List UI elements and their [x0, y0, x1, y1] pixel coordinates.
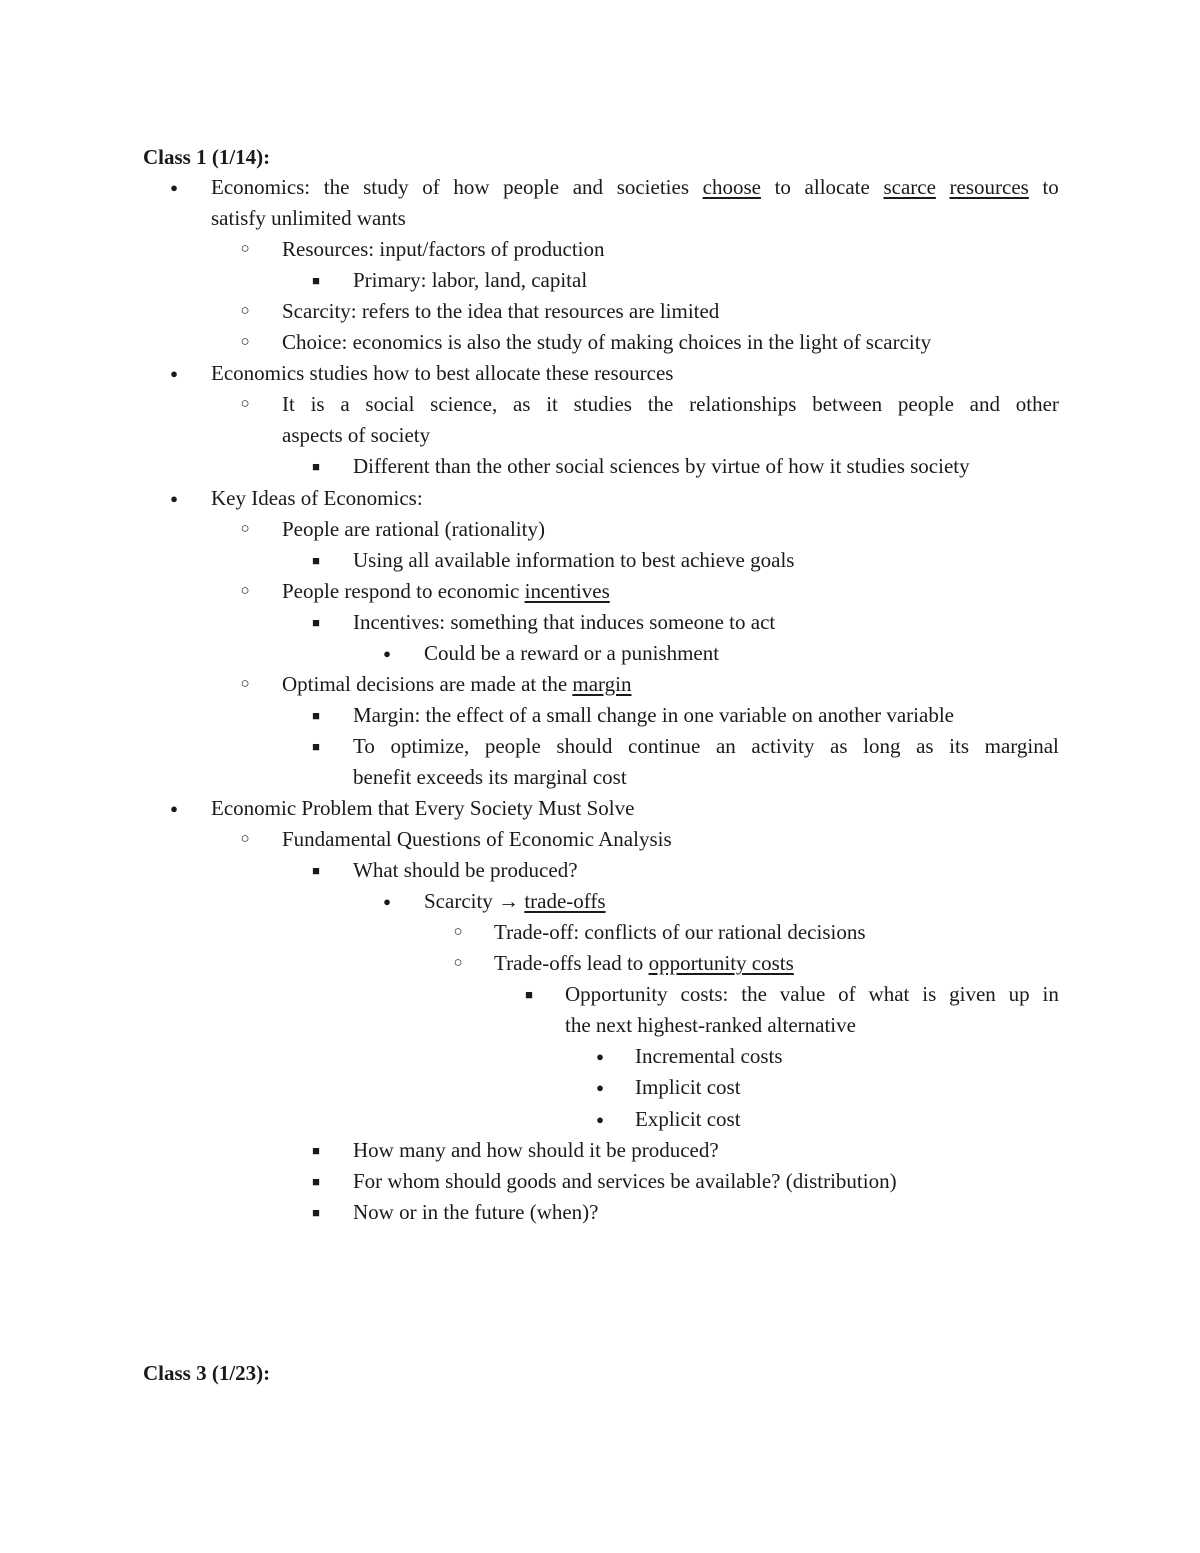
- word: study: [363, 175, 409, 199]
- word: people: [503, 175, 560, 199]
- list-item: Explicit cost: [635, 1106, 741, 1131]
- word: social: [365, 392, 415, 417]
- disc-bullet-icon: ●: [596, 1049, 604, 1065]
- square-bullet-icon: ■: [312, 1173, 320, 1189]
- word: of: [838, 982, 856, 1007]
- circle-bullet-icon: ○: [240, 396, 250, 413]
- word: relationships: [689, 392, 797, 417]
- word: the: [647, 392, 674, 417]
- disc-bullet-icon: ●: [170, 801, 178, 816]
- list-item-line: [282, 389, 1059, 420]
- word: societies: [616, 175, 689, 199]
- circle-bullet-icon: ○: [453, 955, 463, 972]
- list-item: Scarcity: refers to the idea that resources are limited: [282, 299, 720, 324]
- square-bullet-icon: ■: [312, 614, 320, 630]
- list-item-line: satisfy unlimited wants: [211, 206, 406, 231]
- square-bullet-icon: ■: [312, 863, 320, 879]
- word: people: [897, 392, 954, 417]
- square-bullet-icon: ■: [312, 459, 320, 475]
- list-item: Trade-off: conflicts of our rational decisions: [494, 920, 866, 945]
- word: science,: [430, 392, 498, 417]
- list-item: Resources: input/factors of production: [282, 237, 605, 262]
- list-item-line: the next highest-ranked alternative: [565, 1013, 856, 1038]
- list-item: For whom should goods and services be available? (distribution): [353, 1168, 897, 1193]
- word: It: [282, 392, 295, 417]
- word: allocate: [804, 175, 870, 199]
- square-bullet-icon: ■: [312, 707, 320, 723]
- underlined-term: scarce: [883, 175, 936, 199]
- list-item: Incremental costs: [635, 1044, 783, 1069]
- underlined-term: resources: [949, 175, 1029, 199]
- list-item-line: aspects of society: [282, 423, 431, 448]
- word: optimize,: [390, 733, 470, 758]
- word: as: [916, 733, 934, 758]
- word: given: [949, 982, 996, 1007]
- list-item: [282, 669, 632, 700]
- list-item: People are rational (rationality): [282, 516, 545, 541]
- underlined-term: trade-offs: [524, 889, 606, 914]
- list-item: Choice: economics is also the study of making choices in the light of scarcity: [282, 330, 932, 355]
- underlined-term: margin: [572, 671, 632, 696]
- list-item-text: People respond to economic: [282, 578, 525, 603]
- word: between: [812, 392, 883, 417]
- circle-bullet-icon: ○: [240, 520, 250, 537]
- list-item: Fundamental Questions of Economic Analysis: [282, 827, 672, 852]
- square-bullet-icon: ■: [312, 738, 320, 754]
- list-item: Now or in the future (when)?: [353, 1199, 599, 1224]
- word: Economics:: [211, 175, 311, 199]
- word: Opportunity: [565, 982, 668, 1007]
- list-item-text: Optimal decisions are made at the: [282, 671, 573, 696]
- word: is: [310, 392, 325, 417]
- word: what: [868, 982, 910, 1007]
- word: and: [969, 392, 1000, 417]
- list-item-line: [565, 979, 1059, 1010]
- circle-bullet-icon: ○: [240, 241, 250, 258]
- list-item: Implicit cost: [635, 1075, 741, 1100]
- list-item: Economic Problem that Every Society Must Solve: [211, 796, 635, 820]
- list-item: Economics studies how to best allocate these resources: [211, 361, 674, 386]
- word: To: [353, 733, 375, 758]
- word: in: [1042, 982, 1059, 1007]
- word: should: [556, 733, 613, 758]
- word: up: [1008, 982, 1030, 1007]
- list-item: Could be a reward or a punishment: [424, 640, 720, 665]
- underlined-term: incentives: [524, 578, 610, 603]
- word: people: [484, 733, 541, 758]
- disc-bullet-icon: ●: [596, 1080, 604, 1096]
- square-bullet-icon: ■: [312, 552, 320, 568]
- square-bullet-icon: ■: [312, 1142, 320, 1158]
- disc-bullet-icon: ●: [596, 1111, 604, 1127]
- list-item-line: benefit exceeds its marginal cost: [353, 764, 627, 789]
- underlined-term: choose: [702, 175, 761, 199]
- word: continue: [628, 733, 701, 758]
- circle-bullet-icon: ○: [240, 582, 250, 599]
- disc-bullet-icon: ●: [170, 366, 178, 382]
- circle-bullet-icon: ○: [240, 334, 250, 351]
- word: marginal: [984, 733, 1059, 758]
- list-item-line: [353, 731, 1059, 762]
- word: activity: [751, 733, 815, 758]
- square-bullet-icon: ■: [312, 1204, 320, 1220]
- word: its: [949, 733, 970, 758]
- square-bullet-icon: ■: [312, 273, 320, 289]
- list-item: Primary: labor, land, capital: [353, 268, 588, 293]
- word: costs:: [680, 982, 729, 1007]
- circle-bullet-icon: ○: [240, 303, 250, 320]
- word: studies: [573, 392, 632, 417]
- list-item-line: [211, 172, 1059, 203]
- disc-bullet-icon: ●: [383, 645, 391, 661]
- list-item: Margin: the effect of a small change in one variable on another variable: [353, 702, 954, 727]
- disc-bullet-icon: ●: [170, 490, 178, 506]
- list-item: [282, 576, 610, 607]
- list-item-text: Trade-offs lead to: [494, 951, 649, 976]
- word: of: [422, 175, 440, 199]
- list-item: Key Ideas of Economics:: [211, 485, 423, 510]
- word: it: [546, 392, 558, 417]
- word: how: [453, 175, 490, 199]
- circle-bullet-icon: ○: [453, 924, 463, 941]
- word: to: [774, 175, 791, 199]
- list-item: How many and how should it be produced?: [353, 1137, 719, 1162]
- word: a: [340, 392, 350, 417]
- word: the: [323, 175, 350, 199]
- list-item: What should be produced?: [353, 858, 578, 883]
- word: other: [1015, 392, 1059, 417]
- circle-bullet-icon: ○: [240, 675, 250, 692]
- word: as: [512, 392, 531, 417]
- list-item: Using all available information to best achieve goals: [353, 547, 795, 572]
- list-item: [494, 948, 794, 979]
- underlined-term: opportunity costs: [648, 951, 794, 976]
- list-item-text: Scarcity →: [424, 889, 525, 914]
- circle-bullet-icon: ○: [240, 831, 250, 848]
- word: value: [779, 982, 826, 1007]
- word: the: [741, 982, 767, 1007]
- class-3-heading: Class 3 (1/23):: [143, 1361, 271, 1385]
- word: to: [1042, 175, 1059, 199]
- list-item: Incentives: something that induces someone to act: [353, 609, 776, 634]
- disc-bullet-icon: ●: [383, 894, 391, 910]
- word: long: [863, 733, 901, 758]
- list-item: [424, 886, 606, 917]
- class-1-heading: Class 1 (1/14):: [143, 145, 271, 169]
- square-bullet-icon: ■: [525, 987, 533, 1003]
- word: is: [922, 982, 937, 1007]
- word: as: [830, 733, 848, 758]
- word: an: [715, 733, 736, 758]
- disc-bullet-icon: ●: [170, 180, 178, 195]
- word: and: [572, 175, 604, 199]
- list-item: Different than the other social sciences by virtue of how it studies society: [353, 454, 970, 479]
